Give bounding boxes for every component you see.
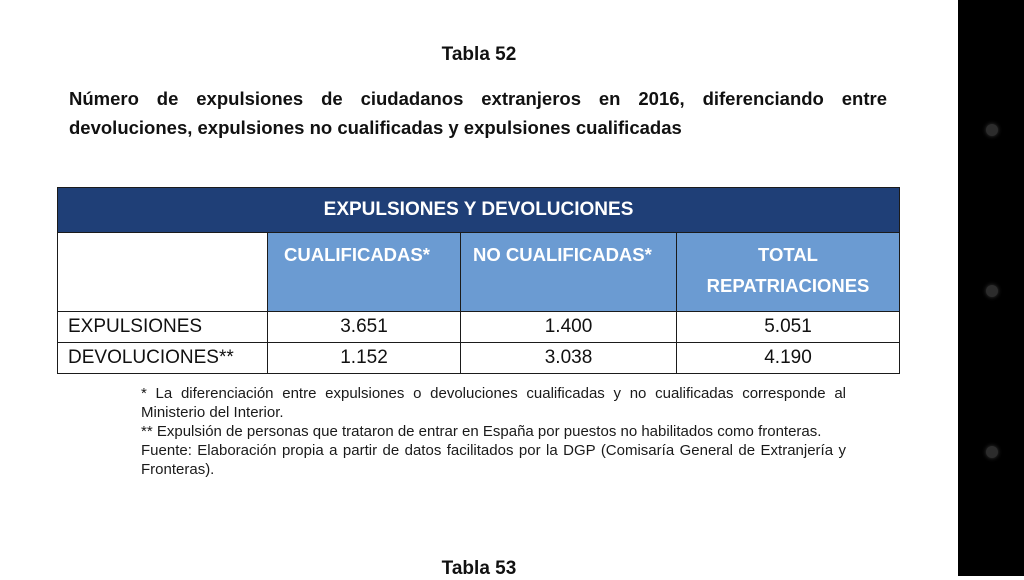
note-footnote-2: ** Expulsión de personas que trataron de entrar en España por puestos no habilitados como fronteras. [141, 423, 822, 440]
cell-value: 1.400 [461, 312, 677, 343]
note-footnote-1: * La diferenciación entre expulsiones o devoluciones cualificadas y no cualificadas corresponde al Ministerio del Interior. [141, 385, 846, 421]
nav-dot-icon[interactable] [986, 124, 998, 136]
note-source: Fuente: Elaboración propia a partir de datos facilitados por la DGP (Comisaría General de Extranjería y Fronteras). [141, 442, 846, 478]
table-subtitle: Número de expulsiones de ciudadanos extranjeros en 2016, diferenciando entre devoluciones, expulsiones no cualificadas y expulsiones cualificadas [69, 88, 887, 138]
cell-value: 3.038 [461, 343, 677, 374]
next-table-title: Tabla 53 [441, 558, 517, 579]
cell-value: 5.051 [677, 312, 900, 343]
row-label-expulsiones: EXPULSIONES [58, 312, 268, 343]
viewer-side-panel [958, 0, 1024, 576]
table-notes [141, 384, 846, 479]
cell-value: 4.190 [677, 343, 900, 374]
cell-value: 1.152 [268, 343, 461, 374]
cell-value: 3.651 [268, 312, 461, 343]
nav-dot-icon[interactable] [986, 285, 998, 297]
table-row [58, 312, 900, 343]
column-header-cualificadas: CUALIFICADAS* [268, 233, 461, 312]
column-header-total: TOTAL REPATRIACIONES [677, 233, 900, 312]
table-row [58, 343, 900, 374]
expulsions-table [57, 187, 900, 374]
column-header-no-cualificadas: NO CUALIFICADAS* [461, 233, 677, 312]
table-title: Tabla 52 [441, 44, 517, 65]
row-label-devoluciones: DEVOLUCIONES** [58, 343, 268, 374]
nav-dot-icon[interactable] [986, 446, 998, 458]
empty-corner-cell [58, 233, 268, 312]
table-header: EXPULSIONES Y DEVOLUCIONES [58, 188, 900, 233]
